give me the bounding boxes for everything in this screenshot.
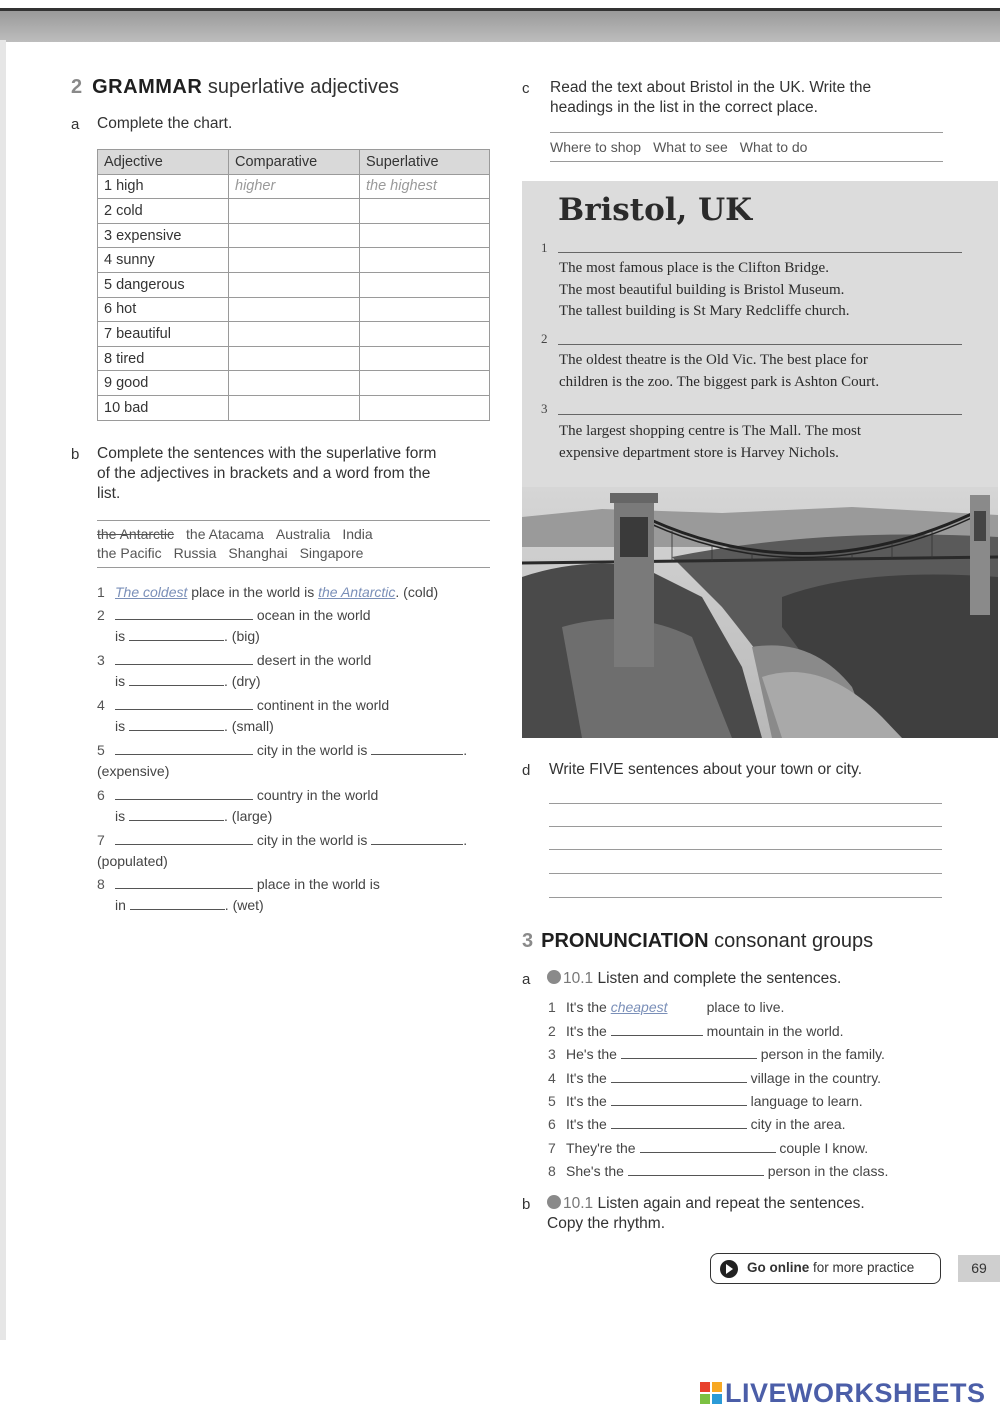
sentence-text: It's the bbox=[566, 1070, 607, 1086]
sentence-text: (expensive) bbox=[97, 763, 170, 779]
chart-adjective: 10 bad bbox=[98, 395, 229, 420]
exercise-c-instruction-line: headings in the list in the correct place. bbox=[550, 99, 818, 116]
heading-blank-1[interactable] bbox=[558, 252, 962, 253]
chart-adjective: 8 tired bbox=[98, 346, 229, 371]
chart-superlative-input[interactable] bbox=[360, 395, 490, 420]
article-title: Bristol, UK bbox=[558, 192, 753, 228]
sentence-item bbox=[97, 874, 380, 916]
chart-adjective: 1 high bbox=[98, 174, 229, 199]
pron-sentence bbox=[548, 1068, 881, 1089]
writing-line[interactable] bbox=[549, 849, 942, 850]
scan-top-bar bbox=[0, 8, 1000, 42]
chart-row bbox=[98, 371, 490, 396]
audio-track-number: 10.1 bbox=[563, 1195, 594, 1212]
chart-superlative-input[interactable] bbox=[360, 371, 490, 396]
pronunciation-section-number: 3 bbox=[522, 930, 534, 952]
pron-sentence bbox=[548, 997, 784, 1018]
grammar-heading: GRAMMAR bbox=[92, 76, 203, 98]
heading-blank-2[interactable] bbox=[558, 344, 962, 345]
sentence-number: 1 bbox=[548, 999, 556, 1015]
word-item: Shanghai bbox=[228, 545, 288, 561]
headings-list bbox=[550, 138, 819, 157]
sentence-number: 4 bbox=[97, 697, 105, 713]
scan-left-edge bbox=[0, 40, 6, 1340]
chart-superlative-input[interactable] bbox=[360, 199, 490, 224]
exercise-letter-pron-a: a bbox=[522, 971, 531, 988]
page-number: 69 bbox=[958, 1255, 1000, 1282]
sentence-text: is bbox=[115, 718, 126, 734]
sentence-text: place in the world is bbox=[191, 584, 315, 600]
go-online-bold: Go online bbox=[747, 1260, 810, 1275]
sentence-text: . bbox=[463, 742, 468, 758]
word-item: the Pacific bbox=[97, 545, 162, 561]
example-answer: cheapest bbox=[610, 999, 668, 1015]
pron-sentence bbox=[548, 1161, 888, 1182]
sentence-text: couple I know. bbox=[779, 1140, 869, 1156]
sentence-number: 3 bbox=[97, 652, 105, 668]
article-line: The most beautiful building is Bristol Museum. bbox=[559, 281, 845, 298]
exercise-letter-pron-b: b bbox=[522, 1196, 531, 1213]
sentence-number: 2 bbox=[548, 1023, 556, 1039]
headings-top-rule bbox=[550, 132, 943, 133]
exercise-b-instruction-line: list. bbox=[97, 485, 121, 502]
chart-comparative-input[interactable] bbox=[229, 272, 360, 297]
sentence-text: city in the world is bbox=[256, 832, 368, 848]
clifton-bridge-illustration bbox=[522, 487, 998, 738]
pronunciation-subtitle: consonant groups bbox=[714, 930, 874, 952]
sentence-item bbox=[97, 582, 438, 603]
sentence-number: 7 bbox=[97, 832, 105, 848]
writing-line[interactable] bbox=[549, 803, 942, 804]
chart-adjective: 5 dangerous bbox=[98, 272, 229, 297]
exercise-letter-b: b bbox=[71, 446, 80, 463]
chart-row bbox=[98, 248, 490, 273]
word-item: India bbox=[342, 526, 373, 542]
sentence-item bbox=[97, 740, 467, 782]
headings-bottom-rule bbox=[550, 161, 943, 162]
grammar-section-number: 2 bbox=[71, 76, 83, 98]
pron-a-instruction-text: Listen and complete the sentences. bbox=[597, 970, 842, 987]
answer-blank[interactable] bbox=[115, 651, 253, 665]
chart-adjective: 4 sunny bbox=[98, 248, 229, 273]
chart-superlative-input[interactable] bbox=[360, 346, 490, 371]
heading-number: 3 bbox=[541, 401, 548, 416]
word-item: Singapore bbox=[299, 545, 364, 561]
sentence-text: . (small) bbox=[224, 718, 274, 734]
answer-blank[interactable] bbox=[611, 1092, 747, 1106]
sentence-text: place in the world is bbox=[256, 876, 380, 892]
chart-comparative-input[interactable] bbox=[229, 223, 360, 248]
sentence-text: village in the country. bbox=[750, 1070, 882, 1086]
sentence-text: . (big) bbox=[224, 628, 260, 644]
chart-row bbox=[98, 272, 490, 297]
exercise-c-instruction-line: Read the text about Bristol in the UK. Write the bbox=[550, 79, 872, 96]
sentence-text: It's the bbox=[566, 999, 607, 1015]
heading-option: What to do bbox=[739, 139, 808, 155]
sentence-text: country in the world bbox=[256, 787, 379, 803]
chart-superlative-input[interactable] bbox=[360, 272, 490, 297]
word-list-row bbox=[97, 544, 385, 563]
chart-comparative-input[interactable] bbox=[229, 395, 360, 420]
answer-blank[interactable] bbox=[115, 696, 253, 710]
sentence-text: mountain in the world. bbox=[706, 1023, 844, 1039]
word-list-row bbox=[97, 525, 385, 544]
chart-superlative-input[interactable] bbox=[360, 223, 490, 248]
go-online-button[interactable] bbox=[710, 1253, 941, 1284]
chart-row bbox=[98, 174, 490, 199]
example-answer: the Antarctic bbox=[318, 584, 396, 600]
article-section-3 bbox=[559, 421, 861, 464]
answer-blank[interactable] bbox=[115, 875, 253, 889]
sentence-text: . (large) bbox=[224, 808, 273, 824]
sentence-text: desert in the world bbox=[256, 652, 372, 668]
heading-blank-3[interactable] bbox=[558, 414, 962, 415]
sentence-text: city in the area. bbox=[750, 1116, 846, 1132]
chart-row bbox=[98, 346, 490, 371]
article-line: The largest shopping centre is The Mall. The most bbox=[559, 423, 862, 439]
go-online-text: for more practice bbox=[813, 1260, 915, 1275]
audio-track-number: 10.1 bbox=[563, 970, 594, 987]
chart-comparative-input[interactable] bbox=[229, 346, 360, 371]
chart-row bbox=[98, 322, 490, 347]
article-line: The oldest theatre is the Old Vic. The best place for bbox=[559, 352, 868, 368]
sentence-text: . (wet) bbox=[224, 897, 264, 913]
exercise-c-instruction bbox=[550, 78, 871, 118]
audio-icon[interactable] bbox=[547, 1195, 561, 1209]
heading-option: Where to shop bbox=[550, 139, 642, 155]
heading-option: What to see bbox=[653, 139, 728, 155]
exercise-b-instruction bbox=[97, 444, 436, 504]
answer-blank[interactable] bbox=[621, 1045, 757, 1059]
play-icon bbox=[720, 1260, 738, 1278]
pron-sentence bbox=[548, 1114, 846, 1135]
chart-header-adjective: Adjective bbox=[98, 150, 229, 175]
chart-adjective: 2 cold bbox=[98, 199, 229, 224]
sentence-number: 4 bbox=[548, 1070, 556, 1086]
article-line: The tallest building is St Mary Redcliffe church. bbox=[559, 303, 850, 319]
clifton-bridge-photo bbox=[522, 487, 998, 738]
chart-row bbox=[98, 199, 490, 224]
chart-row bbox=[98, 297, 490, 322]
sentence-number: 5 bbox=[97, 742, 105, 758]
sentence-text: language to learn. bbox=[750, 1093, 863, 1109]
chart-comparative-input[interactable] bbox=[229, 248, 360, 273]
article-line: expensive department store is Harvey Nichols. bbox=[559, 444, 839, 461]
word-item: the Atacama bbox=[186, 526, 264, 542]
chart-comparative-input[interactable] bbox=[229, 371, 360, 396]
chart-row bbox=[98, 395, 490, 420]
exercise-letter-d: d bbox=[522, 762, 531, 779]
sentence-number: 1 bbox=[97, 584, 105, 600]
sentence-text: It's the bbox=[566, 1023, 607, 1039]
exercise-letter-c: c bbox=[522, 80, 530, 97]
article-section-1 bbox=[559, 258, 850, 323]
grammar-section-title bbox=[71, 76, 399, 99]
chart-superlative-input[interactable] bbox=[360, 248, 490, 273]
word-list-top-rule bbox=[97, 520, 490, 521]
chart-comparative-input[interactable] bbox=[229, 297, 360, 322]
answer-blank[interactable] bbox=[611, 1115, 747, 1129]
example-answer: The coldest bbox=[115, 584, 188, 600]
chart-adjective: 3 expensive bbox=[98, 223, 229, 248]
sentence-text: . bbox=[463, 832, 468, 848]
sentence-text: It's the bbox=[566, 1116, 607, 1132]
writing-line[interactable] bbox=[549, 873, 942, 874]
answer-blank[interactable] bbox=[115, 606, 253, 620]
sentence-text: (populated) bbox=[97, 853, 168, 869]
sentence-text: place to live. bbox=[706, 999, 785, 1015]
answer-blank[interactable] bbox=[129, 672, 224, 686]
pron-b-instruction bbox=[547, 1194, 865, 1234]
word-item: Russia bbox=[173, 545, 217, 561]
answer-blank[interactable] bbox=[640, 1139, 776, 1153]
answer-blank[interactable] bbox=[371, 741, 463, 755]
sentence-number: 3 bbox=[548, 1046, 556, 1062]
word-item: Australia bbox=[275, 526, 331, 542]
sentence-text: is bbox=[115, 673, 126, 689]
answer-blank[interactable] bbox=[115, 786, 253, 800]
article-line: children is the zoo. The biggest park is Ashton Court. bbox=[559, 373, 880, 390]
brand-name: LIVEWORKSHEETS bbox=[725, 1378, 986, 1408]
sentence-text: She's the bbox=[566, 1163, 624, 1179]
chart-superlative-input[interactable] bbox=[360, 297, 490, 322]
pron-sentence bbox=[548, 1091, 863, 1112]
sentence-text: person in the class. bbox=[767, 1163, 889, 1179]
liveworksheets-logo-icon bbox=[700, 1382, 722, 1404]
sentence-item bbox=[97, 830, 467, 872]
answer-blank[interactable] bbox=[115, 831, 253, 845]
chart-adjective: 7 beautiful bbox=[98, 322, 229, 347]
sentence-number: 8 bbox=[548, 1163, 556, 1179]
sentence-text: . (dry) bbox=[224, 673, 261, 689]
chart-comparative-input[interactable] bbox=[229, 199, 360, 224]
sentence-item bbox=[97, 605, 371, 647]
sentence-text: . (cold) bbox=[395, 584, 439, 600]
sentence-text: They're the bbox=[566, 1140, 636, 1156]
writing-line[interactable] bbox=[549, 897, 942, 898]
pron-sentence bbox=[548, 1138, 868, 1159]
sentence-text: continent in the world bbox=[256, 697, 390, 713]
sentence-text: person in the family. bbox=[760, 1046, 885, 1062]
exercise-letter-a: a bbox=[71, 116, 80, 133]
grammar-subtitle: superlative adjectives bbox=[207, 76, 400, 98]
chart-row bbox=[98, 223, 490, 248]
sentence-text: It's the bbox=[566, 1093, 607, 1109]
pron-b-instruction-text: Listen again and repeat the sentences. bbox=[597, 1195, 865, 1212]
exercise-b-instruction-line: of the adjectives in brackets and a word from the bbox=[97, 465, 431, 482]
liveworksheets-brand bbox=[700, 1378, 986, 1409]
answer-blank[interactable] bbox=[628, 1162, 764, 1176]
sentence-text: ocean in the world bbox=[256, 607, 371, 623]
sentence-text: city in the world is bbox=[256, 742, 368, 758]
sentence-number: 7 bbox=[548, 1140, 556, 1156]
sentence-number: 2 bbox=[97, 607, 105, 623]
exercise-d-instruction: Write FIVE sentences about your town or city. bbox=[549, 761, 863, 778]
sentence-text: is bbox=[115, 628, 126, 644]
sentence-text: in bbox=[115, 897, 126, 913]
sentence-number: 5 bbox=[548, 1093, 556, 1109]
chart-header-superlative: Superlative bbox=[360, 150, 490, 175]
chart-header-comparative: Comparative bbox=[229, 150, 360, 175]
chart-superlative-input[interactable]: the highest bbox=[360, 174, 490, 199]
chart-superlative-input[interactable] bbox=[360, 322, 490, 347]
sentence-item bbox=[97, 695, 389, 737]
pron-sentence bbox=[548, 1044, 885, 1065]
chart-header-row bbox=[98, 150, 490, 175]
chart-comparative-input[interactable]: higher bbox=[229, 174, 360, 199]
adjective-chart bbox=[97, 149, 490, 421]
sentence-number: 6 bbox=[97, 787, 105, 803]
sentence-text: is bbox=[115, 808, 126, 824]
article-line: The most famous place is the Clifton Bridge. bbox=[559, 260, 829, 276]
sentence-number: 8 bbox=[97, 876, 105, 892]
word-item: the Antarctic bbox=[97, 526, 175, 542]
audio-icon[interactable] bbox=[547, 970, 561, 984]
answer-blank[interactable] bbox=[129, 627, 224, 641]
pron-a-instruction bbox=[547, 969, 841, 989]
chart-comparative-input[interactable] bbox=[229, 322, 360, 347]
pron-b-instruction-text: Copy the rhythm. bbox=[547, 1215, 666, 1232]
answer-blank[interactable] bbox=[129, 807, 224, 821]
chart-adjective: 6 hot bbox=[98, 297, 229, 322]
article-section-2 bbox=[559, 350, 879, 393]
sentence-text: He's the bbox=[566, 1046, 617, 1062]
answer-blank[interactable] bbox=[611, 1069, 747, 1083]
heading-number: 2 bbox=[541, 331, 548, 346]
exercise-a-instruction: Complete the chart. bbox=[97, 115, 233, 132]
answer-blank[interactable] bbox=[129, 717, 224, 731]
answer-blank[interactable] bbox=[371, 831, 463, 845]
sentence-number: 6 bbox=[548, 1116, 556, 1132]
answer-blank[interactable] bbox=[611, 1022, 703, 1036]
pron-sentence bbox=[548, 1021, 844, 1042]
answer-blank[interactable] bbox=[115, 741, 253, 755]
heading-number: 1 bbox=[541, 240, 548, 255]
word-list bbox=[97, 525, 385, 563]
sentence-item bbox=[97, 785, 378, 827]
pronunciation-section-title bbox=[522, 930, 873, 953]
exercise-b-instruction-line: Complete the sentences with the superlative form bbox=[97, 445, 437, 462]
answer-blank[interactable] bbox=[130, 896, 225, 910]
chart-adjective: 9 good bbox=[98, 371, 229, 396]
word-list-bottom-rule bbox=[97, 567, 490, 568]
pronunciation-heading: PRONUNCIATION bbox=[541, 930, 709, 952]
writing-line[interactable] bbox=[549, 826, 942, 827]
sentence-item bbox=[97, 650, 371, 692]
